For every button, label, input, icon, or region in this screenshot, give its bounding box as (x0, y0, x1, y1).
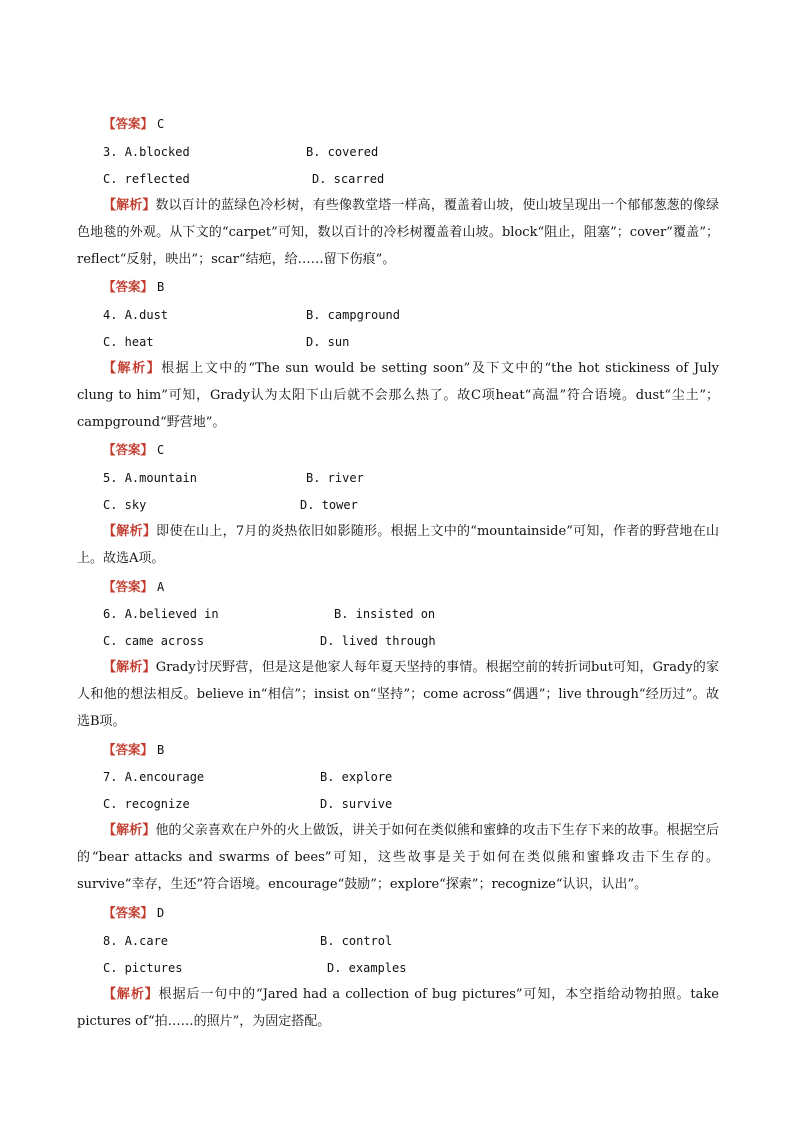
question-7-analysis: 【解析】他的父亲喜欢在户外的火上做饭，讲关于如何在类似熊和蜜蜂的攻击下生存下来的故事。根据空后的“bear attacks and swarms of bees”可知，这些故事是关于如何在类似熊和蜜蜂攻击下生存的。survive“幸存，生还”符合语境。encourage“鼓励”；explore“探索”；recognize“认识，认出”。 (77, 823, 719, 892)
question-5-option-d: D. tower (300, 498, 358, 512)
answer-value: A (157, 580, 165, 594)
answer-value: B (157, 743, 165, 757)
question-3-option-c: C. reflected (103, 172, 190, 186)
question-5-option-a: 5. A.mountain (103, 471, 197, 485)
question-4-option-c: C. heat (103, 335, 154, 349)
question-7-option-b: B. explore (320, 770, 393, 784)
analysis-tag: 【解析】 (103, 361, 162, 376)
question-4-option-d: D. sun (306, 335, 350, 349)
question-6-analysis: 【解析】Grady讨厌野营，但是这是他家人每年夏天坚持的事情。根据空前的转折词but可知，Grady的家人和他的想法相反。believe in“相信”；insist on“坚持”；come across“偶遇”；live through“经历过”。故选B项。 (77, 660, 719, 729)
question-3-option-b: B. covered (306, 145, 379, 159)
answer-line (103, 116, 164, 132)
answer-line (103, 579, 164, 595)
question-8-option-a: 8. A.care (103, 934, 169, 948)
answer-tag: 【答案】 (103, 905, 154, 920)
question-8-option-d: D. examples (327, 961, 407, 975)
question-7-option-a: 7. A.encourage (103, 770, 205, 784)
question-3-analysis: 【解析】数以百计的蓝绿色冷杉树，有些像教堂塔一样高，覆盖着山坡，使山坡呈现出一个郁郁葱葱的像绿色地毯的外观。从下文的“carpet”可知，数以百计的冷杉树覆盖着山坡。block“阻止，阻塞”；cover“覆盖”；reflect“反射，映出”；scar“结疤，给……留下伤痕”。 (77, 198, 719, 267)
analysis-tag: 【解析】 (103, 198, 156, 213)
question-6-option-a: 6. A.believed in (103, 607, 219, 621)
question-4-analysis: 【解析】根据上文中的“The sun would be setting soon”及下文中的“the hot stickiness of July clung to him”可知，Grady认为太阳下山后就不会那么热了。故C项heat“高温”符合语境。dust“尘土”；campground“野营地”。 (77, 361, 719, 430)
answer-line (103, 442, 164, 458)
question-6-option-d: D. lived through (320, 634, 436, 648)
question-8-option-b: B. control (320, 934, 393, 948)
answer-tag: 【答案】 (103, 742, 154, 757)
answer-tag: 【答案】 (103, 279, 154, 294)
question-5-analysis: 【解析】即使在山上，7月的炎热依旧如影随形。根据上文中的“mountainside”可知，作者的野营地在山上。故选A项。 (77, 524, 719, 566)
question-4-option-b: B. campground (306, 308, 400, 322)
question-7-option-d: D. survive (320, 797, 393, 811)
analysis-tag: 【解析】 (103, 987, 159, 1002)
answer-value: D (157, 906, 165, 920)
answer-value: B (157, 280, 165, 294)
analysis-tag: 【解析】 (103, 660, 156, 675)
answer-tag: 【答案】 (103, 442, 154, 457)
question-6-option-b: B. insisted on (334, 607, 436, 621)
question-5-option-b: B. river (306, 471, 364, 485)
question-8-option-c: C. pictures (103, 961, 183, 975)
question-4-option-a: 4. A.dust (103, 308, 169, 322)
question-3-option-d: D. scarred (312, 172, 385, 186)
answer-tag: 【答案】 (103, 116, 154, 131)
question-5-option-c: C. sky (103, 498, 147, 512)
question-7-option-c: C. recognize (103, 797, 190, 811)
analysis-tag: 【解析】 (103, 524, 157, 539)
answer-value: C (157, 443, 165, 457)
answer-value: C (157, 117, 165, 131)
answer-line (103, 279, 164, 295)
answer-tag: 【答案】 (103, 579, 154, 594)
answer-line (103, 742, 164, 758)
question-8-analysis: 【解析】根据后一句中的“Jared had a collection of bug pictures”可知，本空指给动物拍照。take pictures of“拍……的照片”，为固定搭配。 (77, 987, 719, 1029)
question-3-option-a: 3. A.blocked (103, 145, 190, 159)
analysis-tag: 【解析】 (103, 823, 156, 838)
answer-line (103, 905, 164, 921)
question-6-option-c: C. came across (103, 634, 205, 648)
